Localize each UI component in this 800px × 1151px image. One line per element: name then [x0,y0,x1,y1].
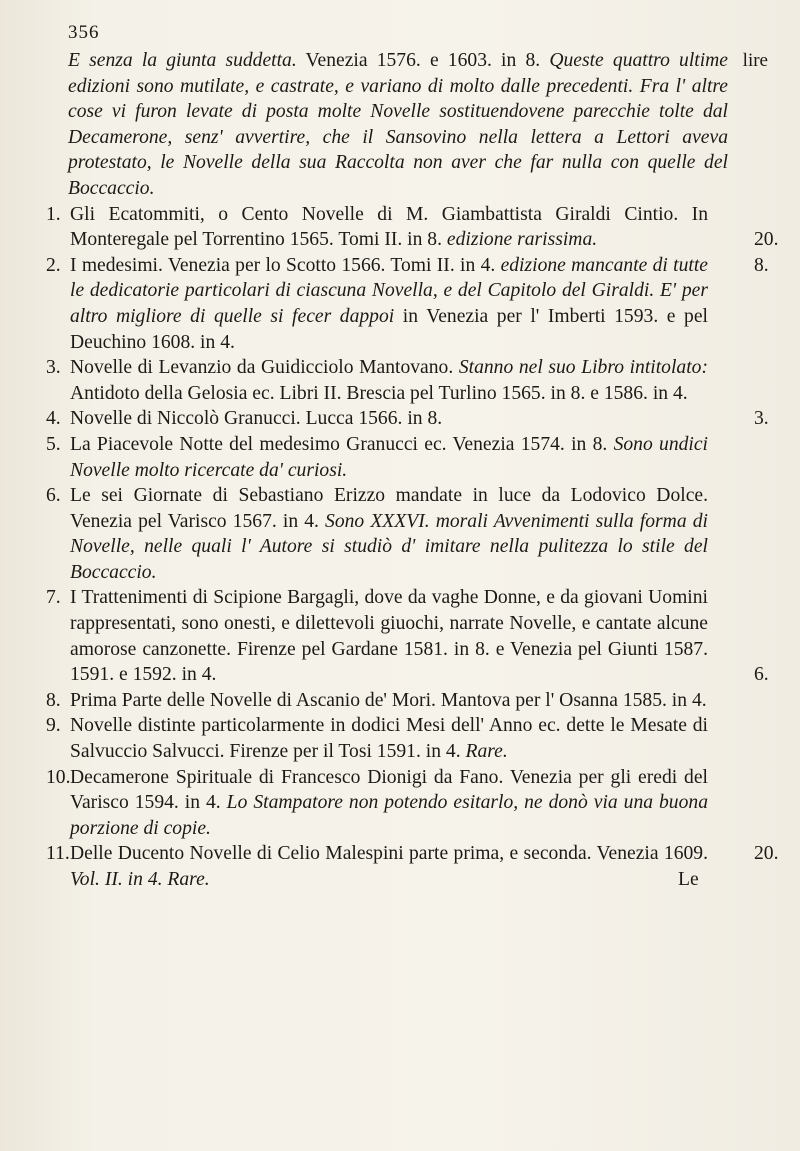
entry-number: 11. [46,843,70,865]
page-body [46,48,779,893]
entry-5 [48,432,708,483]
entry-text: I medesimi. Venezia per lo Scotto 1566. Tomi II. in 4. [70,254,496,276]
intro-text-2: Queste quattro ultime edizioni sono mutilate, e castrate, e variano di molto dalle precedenti. Fra l' altre cose vi furon levate di posta molte Novelle sostituendovene parecchie tolte dal Decamerone, senz' avvertire, che il Sansovino nella lettera a Lettori aveva protestato, le Novelle della sua Raccolta non aver che far nulla con quelle del Boccaccio. [68,50,728,199]
entry-text: Prima Parte delle Novelle di Ascanio de' Mori. Mantova per l' Osanna 1585. in 4. [70,689,707,711]
entry-price: 8. [754,254,769,276]
entry-number: 6. [46,485,61,507]
entry-text: Le sei Giornate di Sebastiano Erizzo mandate in luce da Lodovico Dolce. Venezia pel Varisco 1567. in 4. [70,485,708,532]
entry-number: 2. [46,254,61,276]
entry-number: 5. [46,433,61,455]
column-header-lire: lire [742,50,768,71]
entry-number: 4. [46,408,61,430]
entry-8 [48,688,708,714]
page-number: 356 [68,22,100,43]
entry-text-2: Antidoto della Gelosia ec. Libri II. Brescia pel Turlino 1565. in 8. e 1586. in 4. [70,382,688,404]
entry-number: 7. [46,587,61,609]
entry-text: Gli Ecatommiti, o Cento Novelle di M. Giambattista Giraldi Cintio. In Monteregale pel Torrentino 1565. Tomi II. in 8. [70,203,708,251]
entry-note: Rare. [460,741,508,763]
entry-11 [46,841,779,892]
entry-note: Lo Stampatore non potendo esitarlo, ne donò via una buona porzione di copie. [70,792,708,839]
entry-text: Novelle di Levanzio da Guidicciolo Mantovano. [70,357,454,379]
entry-2 [46,253,769,355]
entry-text: Delle Ducento Novelle di Celio Malespini parte prima, e seconda. Venezia 1609. [70,843,708,865]
entry-price: 20. [754,229,779,251]
entry-text: Decamerone Spirituale di Francesco Dionigi da Fano. Venezia per gli eredi del Varisco 1594. in 4. [70,766,708,814]
intro-paragraph [68,48,728,202]
entry-text: Novelle distinte particolarmente in dodici Mesi dell' Anno ec. dette le Mesate di Salvuccio Salvucci. Firenze per il Tosi 1591. in 4. [70,715,708,763]
entry-note: Sono undici Novelle molto ricercate da' curiosi. [70,433,708,481]
entry-price: 20. [754,843,779,865]
intro-text-1: Venezia 1576. e 1603. in 8. [296,50,541,71]
entry-7 [46,585,769,687]
entry-number: 3. [46,357,61,379]
intro-lead: E senza la giunta suddetta. [68,50,297,71]
entry-text: I Trattenimenti di Scipione Bargagli, dove da vaghe Donne, e da giovani Uomini rappresentati, sono onesti, e dilettevoli giuochi, narrate Novelle, e cantate alcune amorose canzonette. Firenze pel Gardane 1581. in 8. e Venezia pel Giunti 1587. 1591. e 1592. in 4. [70,587,708,686]
entry-price: 6. [754,664,769,686]
entry-note: Vol. II. in 4. Rare. [70,869,210,890]
entry-6 [48,483,708,585]
entry-number: 1. [46,203,61,225]
catchword: Le [678,869,699,890]
entry-number: 10. [46,766,71,788]
entry-text: Novelle di Niccolò Granucci. Lucca 1566. in 8. [70,408,443,430]
entry-number: 8. [46,689,61,711]
entry-note: edizione mancante di tutte le dedicatorie particolari di ciascuna Novella, e del Capitolo del Giraldi. E' per altro migliore di quelle si fecer dappoi [70,254,708,327]
entry-number: 9. [46,715,61,737]
entry-text-2: in Venezia per l' Imberti 1593. e pel Deuchino 1608. in 4. [70,305,708,353]
entry-note: Sono XXXVI. morali Avvenimenti sulla forma di Novelle, nelle quali l' Autore si studiò d' imitare nella pulitezza lo stile del Boccaccio. [70,510,708,583]
entry-note: edizione rarissima. [442,229,598,251]
entry-note: Stanno nel suo Libro intitolato: [453,357,708,379]
entry-10 [48,765,708,842]
entry-4 [46,406,769,432]
entry-price: 3. [754,408,769,430]
entry-3 [48,355,708,406]
entry-1 [46,202,779,253]
entry-text: La Piacevole Notte del medesimo Granucci ec. Venezia 1574. in 8. [70,433,608,455]
entry-9 [48,713,708,764]
